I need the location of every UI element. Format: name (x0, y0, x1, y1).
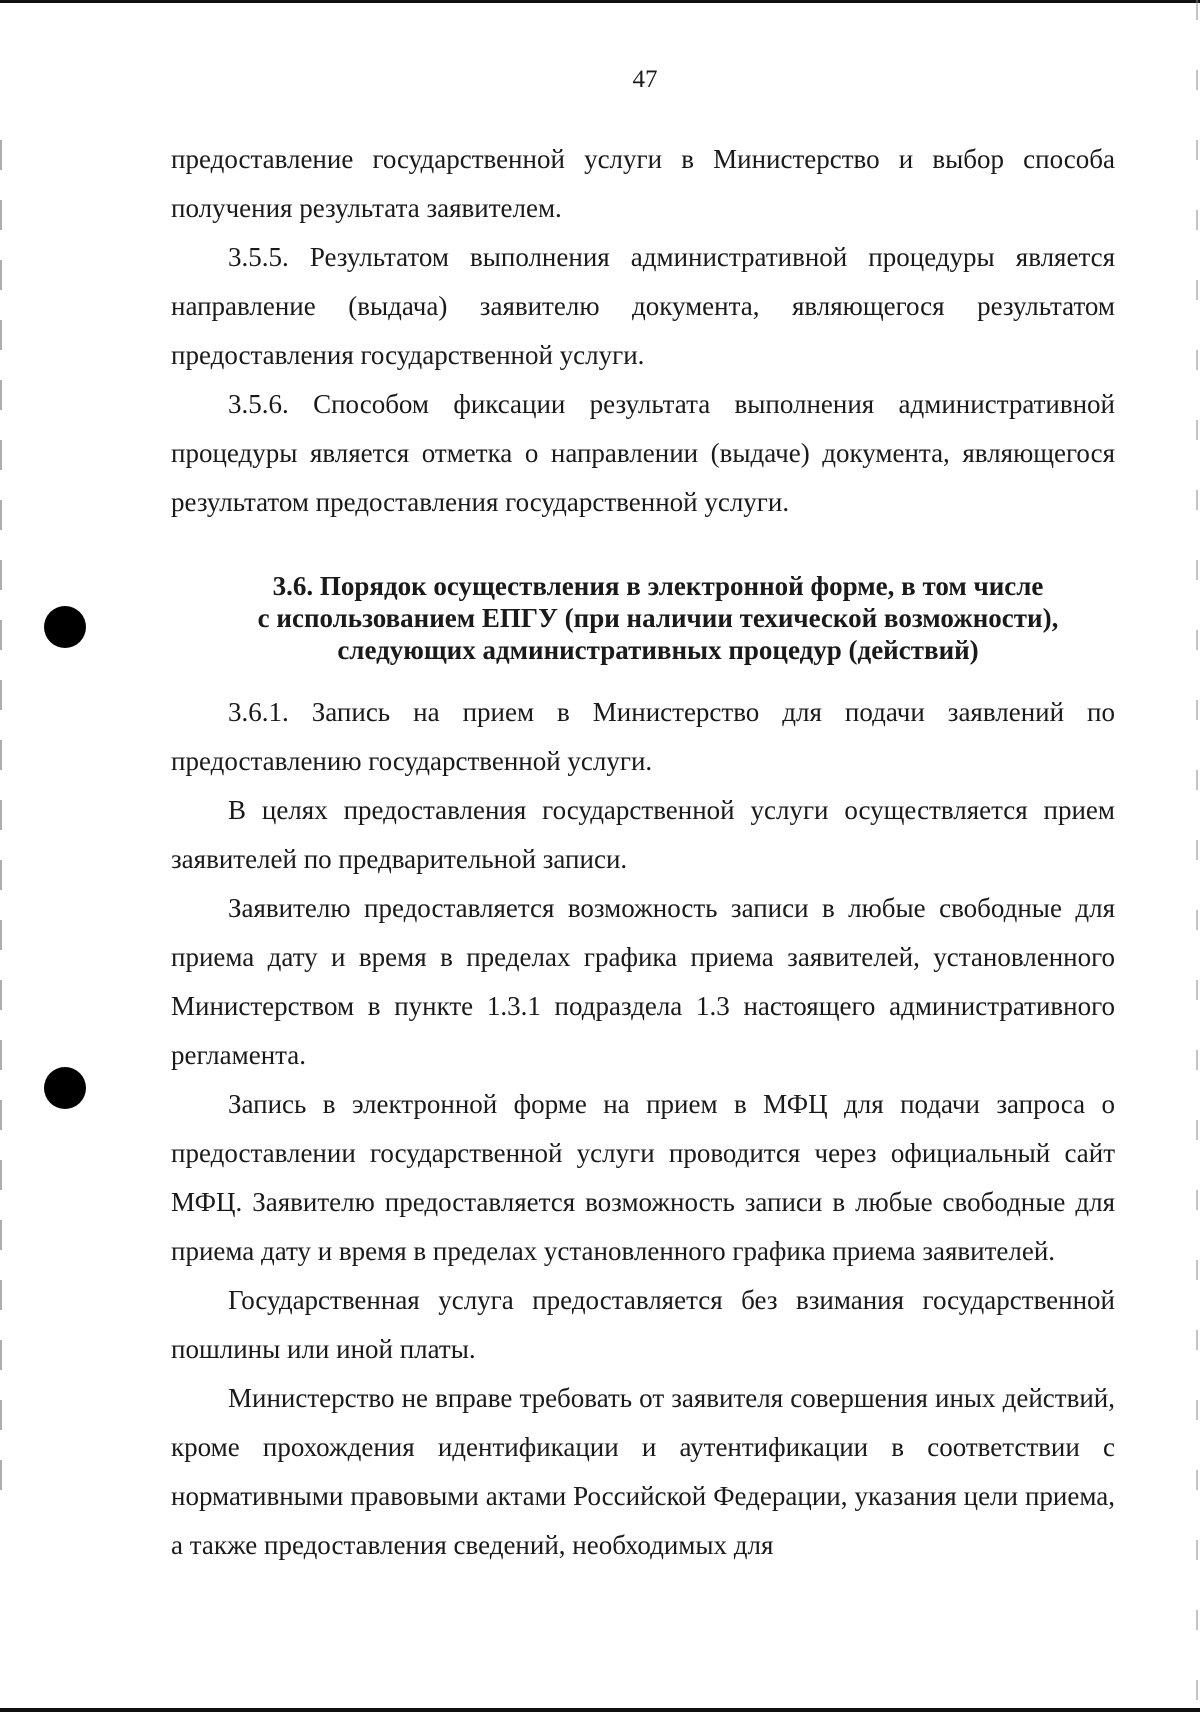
section-heading-line-1: 3.6. Порядок осуществления в электронной форме, в том числе (272, 571, 1044, 601)
section-3-6 (171, 570, 1115, 1570)
paragraph-ministry-restrictions: Министерство не вправе требовать от заявителя совершения иных действий, кроме прохождения идентификации и аутентификации в соответствии с нормативными правовыми актами Российской Федерации, указания цели приема, а также предоставления сведений, необходимых для (171, 1383, 1115, 1560)
scan-edge-bottom (0, 1708, 1200, 1712)
paragraph-appointment-schedule: Заявителю предоставляется возможность записи в любые свободные для приема дату и время в пределах графика приема заявителей, установленного Министерством в пункте 1.3.1 подраздела 1.3 настоящего административного регламента. (171, 893, 1115, 1070)
paragraph-continuation: предоставление государственной услуги в Министерство и выбор способа получения результата заявителем. (171, 144, 1115, 223)
paragraph-mfc-electronic-appointment: Запись в электронной форме на прием в МФЦ для подачи запроса о предоставлении государственной услуги проводится через официальный сайт МФЦ. Заявителю предоставляется возможность записи в любые свободные для приема дату и время в пределах установленного графика приема заявителей. (171, 1089, 1115, 1266)
paragraph-no-fee: Государственная услуга предоставляется без взимания государственной пошлины или иной платы. (171, 1285, 1115, 1364)
paragraph-3-5-6: 3.5.6. Способом фиксации результата выполнения административной процедуры является отметка о направлении (выдаче) документа, являющегося результатом предоставления государственной услуги. (171, 389, 1115, 517)
section-heading-line-3: следующих административных процедур (действий) (337, 635, 979, 665)
punch-hole-top (44, 606, 86, 648)
page-number: 47 (632, 66, 658, 93)
section-heading (171, 570, 1115, 666)
section-heading-line-2: с использованием ЕПГУ (при наличии техической возможности), (257, 603, 1059, 633)
scan-edge-left (0, 140, 2, 1520)
paragraph-preliminary-appointment: В целях предоставления государственной услуги осуществляется прием заявителей по предварительной записи. (171, 795, 1115, 874)
document-body-top (171, 135, 1115, 527)
paragraph-3-5-5: 3.5.5. Результатом выполнения административной процедуры является направление (выдача) заявителю документа, являющегося результатом предоставления государственной услуги. (171, 242, 1115, 370)
scan-edge-right (1196, 0, 1198, 1715)
scan-edge-top (0, 0, 1200, 3)
paragraph-3-6-1: 3.6.1. Запись на прием в Министерство для подачи заявлений по предоставлению государственной услуги. (171, 697, 1115, 776)
punch-hole-bottom (44, 1067, 86, 1109)
